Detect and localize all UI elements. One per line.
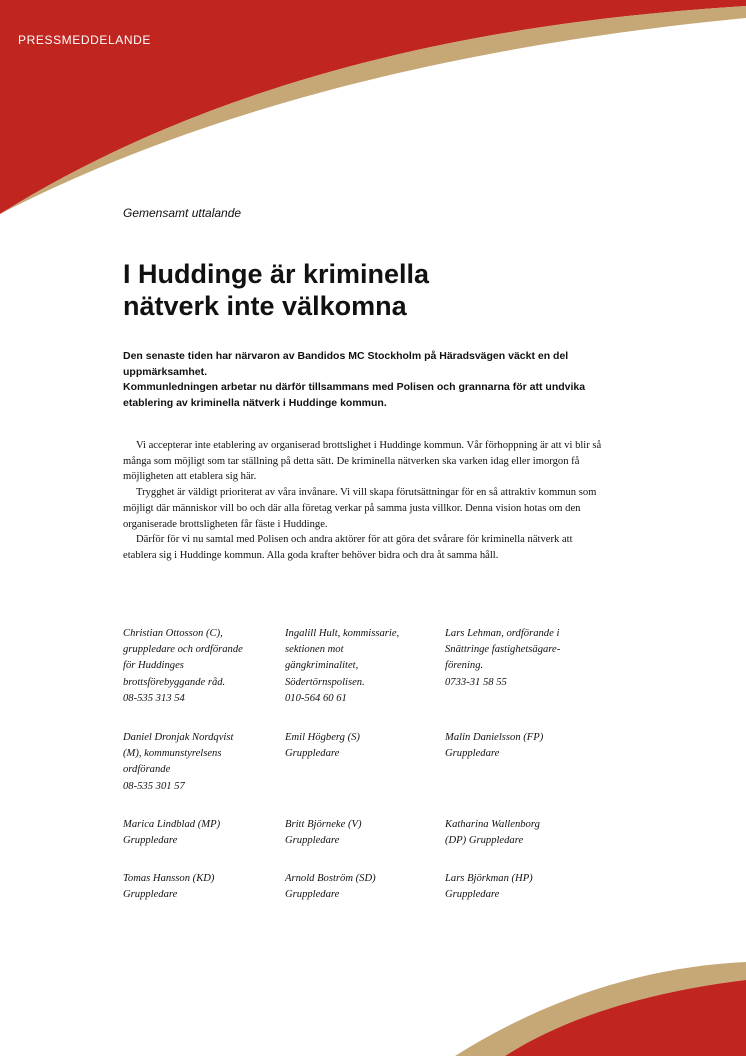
lead-paragraph: Kommunledningen arbetar nu därför tillsammans med Polisen och grannarna för att undvika etablering av kriminella nätverk i Huddinge kommun. [123,381,586,409]
lead-paragraphs [123,349,603,411]
signature-line: 010-564 60 61 [285,692,347,704]
signature [445,817,603,871]
signature-line: Gruppledare [123,889,178,901]
signature-line: Arnold Boström (SD) [285,873,376,884]
signature [285,871,445,903]
signature-line: Gruppledare [285,889,340,901]
body-paragraph: Därför för vi nu samtal med Polisen och andra aktörer för att göra det svårare för kriminella nätverk att etablera sig i Huddinge kommun. Alla goda krafter behöver bidra och dra åt samma håll. [123,534,573,561]
signature [123,871,285,903]
signature-line: sektionen mot [285,644,344,656]
signature [285,730,445,817]
signature-line: (M), kommunstyrelsens [123,748,222,760]
document-title [123,258,623,322]
body-text [123,438,603,564]
signature [123,626,285,730]
signature-line: Malin Danielsson (FP) [445,732,544,743]
body-paragraph: Vi accepterar inte etablering av organiserad brottslighet i Huddinge kommun. Vår förhoppning är att vi blir så många som möjligt som tar ställning på detta sätt. De kriminella nätverken ska varken idag eller imorgon få möjligheten att etablera sig här. [123,440,602,483]
signature-line: gruppledare och ordförande [123,644,243,656]
signature [123,730,285,817]
signature [285,626,445,730]
signature-line: 0733-31 58 55 [445,676,507,688]
signature-line: ordförande [123,764,171,776]
signature-line: (DP) Gruppledare [445,835,524,847]
lead-paragraph: Den senaste tiden har närvaron av Bandidos MC Stockholm på Häradsvägen väckt en del uppmärksamhet. [123,350,569,378]
signature-line: Lars Björkman (HP) [445,873,533,884]
signature-line: Södertörnspolisen. [285,676,365,688]
signature-line: förening. [445,660,484,672]
signature-line: Gruppledare [445,748,500,760]
signature-line: Tomas Hansson (KD) [123,873,215,884]
signature-line: 08-535 301 57 [123,780,185,792]
signature-line: Marica Lindblad (MP) [123,819,221,830]
signature [123,817,285,871]
signature-line: Gruppledare [445,889,500,901]
signature-row [123,626,603,730]
signature-line: gängkriminalitet, [285,660,359,672]
press-release-label: PRESSMEDDELANDE [18,33,152,47]
signatures-block [123,626,603,903]
signature-line: Lars Lehman, ordförande i [445,628,560,639]
signature-line: Katharina Wallenborg [445,819,540,830]
document-subtitle: Gemensamt uttalande [123,206,242,220]
signature-line: Ingalill Hult, kommissarie, [285,628,400,639]
signature-row [123,871,603,903]
signature-line: Gruppledare [285,835,340,847]
signature-line: Britt Björneke (V) [285,819,362,830]
signature-line: 08-535 313 54 [123,692,185,704]
title-line: I Huddinge är kriminella [123,259,430,289]
body-paragraph: Trygghet är väldigt prioriterat av våra invånare. Vi vill skapa förutsättningar för en så attraktiv kommun som möjligt där människor vill bo och där alla företag verkar på samma justa villkor. Denna vision hotas om den organiserade brottsligheten får fäste i Huddinge. [123,487,597,530]
signature-line: Gruppledare [123,835,178,847]
title-line: nätverk inte välkomna [123,291,407,321]
signature-line: Snättringe fastighetsägare- [445,644,561,656]
signature [445,871,603,903]
signature-row [123,817,603,871]
signature [445,626,603,730]
signature-line: för Huddinges [123,660,184,672]
signature-line: Emil Högberg (S) [285,732,360,743]
signature-row [123,730,603,817]
signature [285,817,445,871]
signature [445,730,603,817]
signature-line: Daniel Dronjak Nordqvist [123,732,234,743]
signature-line: brottsförebyggande råd. [123,676,226,688]
signature-line: Gruppledare [285,748,340,760]
signature-line: Christian Ottosson (C), [123,628,223,639]
